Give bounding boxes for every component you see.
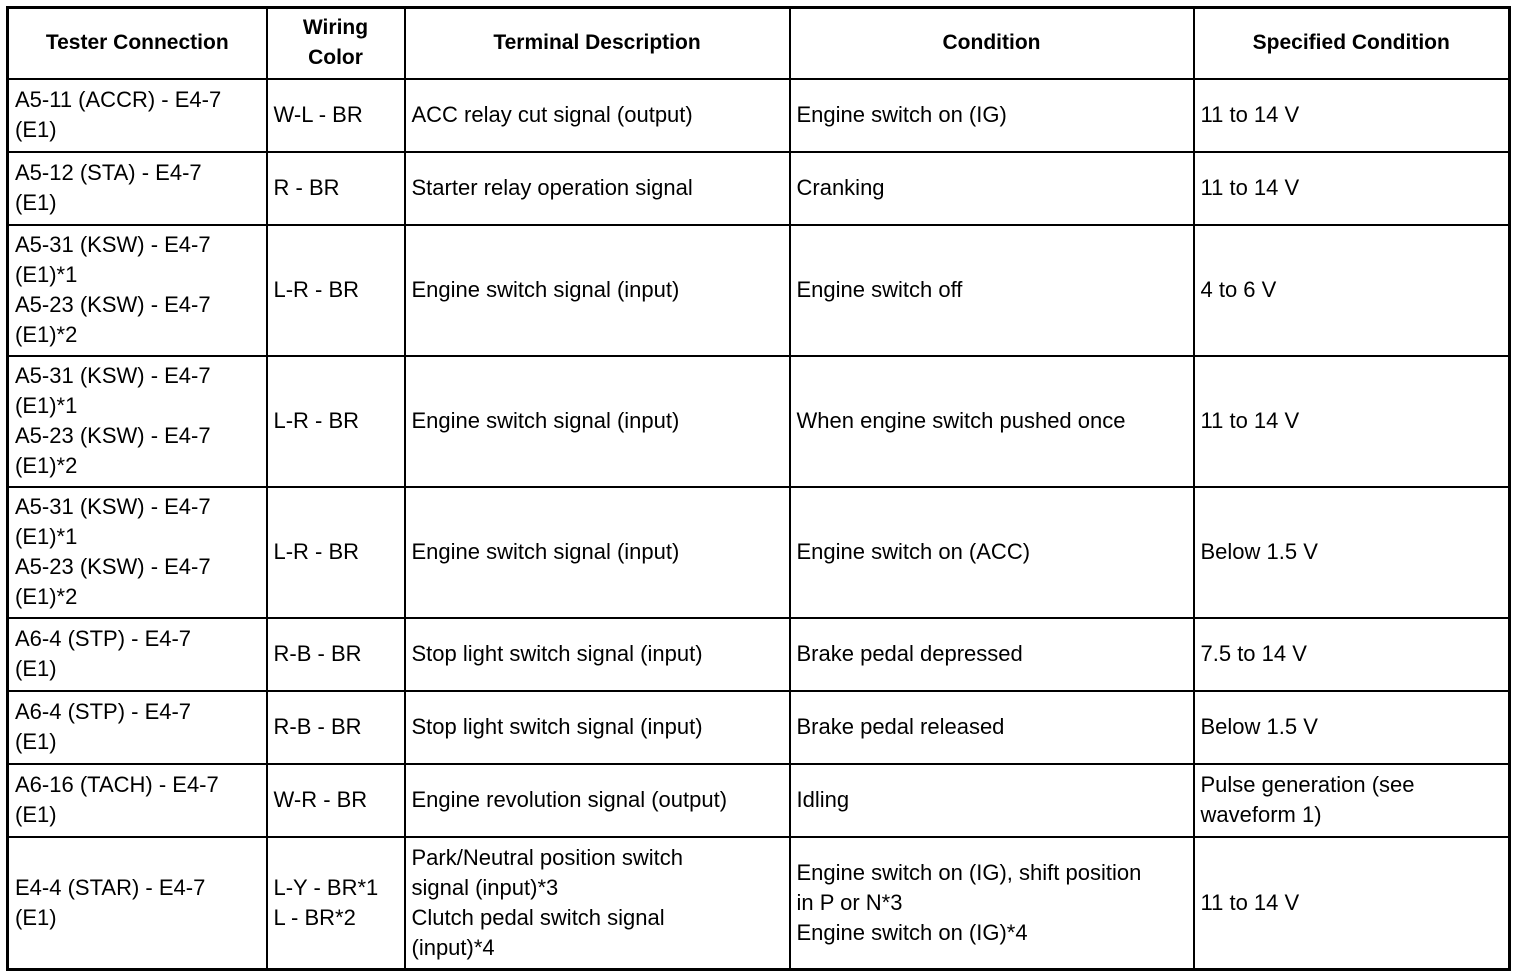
table-row [8,837,1510,970]
cell-condition: When engine switch pushed once [790,356,1194,487]
header-wiring-color: Wiring Color [267,8,405,79]
cell-specified-condition: 7.5 to 14 V [1194,618,1510,691]
cell-terminal-description: Engine revolution signal (output) [405,764,790,837]
table-row [8,356,1510,487]
terminal-spec-table [6,6,1511,971]
cell-wiring-color: R - BR [267,152,405,225]
cell-specified-condition: Below 1.5 V [1194,487,1510,618]
cell-wiring-color: L-R - BR [267,487,405,618]
cell-specified-condition: 11 to 14 V [1194,79,1510,152]
header-specified-condition: Specified Condition [1194,8,1510,79]
cell-tester-connection: A5-31 (KSW) - E4-7 (E1)*1 A5-23 (KSW) - E4-7 (E1)*2 [8,356,267,487]
table-row [8,225,1510,356]
table-row [8,764,1510,837]
cell-wiring-color: R-B - BR [267,691,405,764]
cell-condition: Engine switch on (ACC) [790,487,1194,618]
header-row [8,8,1510,79]
cell-condition: Brake pedal released [790,691,1194,764]
cell-condition: Engine switch off [790,225,1194,356]
cell-terminal-description: Stop light switch signal (input) [405,691,790,764]
header-terminal-description: Terminal Description [405,8,790,79]
cell-condition: Brake pedal depressed [790,618,1194,691]
cell-tester-connection: A5-31 (KSW) - E4-7 (E1)*1 A5-23 (KSW) - E4-7 (E1)*2 [8,225,267,356]
cell-wiring-color: R-B - BR [267,618,405,691]
cell-wiring-color: L-Y - BR*1 L - BR*2 [267,837,405,970]
cell-terminal-description: ACC relay cut signal (output) [405,79,790,152]
table-row [8,691,1510,764]
cell-terminal-description: Park/Neutral position switch signal (input)*3 Clutch pedal switch signal (input)*4 [405,837,790,970]
cell-wiring-color: W-R - BR [267,764,405,837]
cell-terminal-description: Starter relay operation signal [405,152,790,225]
cell-condition: Cranking [790,152,1194,225]
cell-condition: Engine switch on (IG) [790,79,1194,152]
cell-tester-connection: A5-12 (STA) - E4-7 (E1) [8,152,267,225]
table-row [8,487,1510,618]
cell-specified-condition: 11 to 14 V [1194,837,1510,970]
cell-specified-condition: Below 1.5 V [1194,691,1510,764]
cell-terminal-description: Stop light switch signal (input) [405,618,790,691]
cell-tester-connection: A6-16 (TACH) - E4-7 (E1) [8,764,267,837]
cell-wiring-color: W-L - BR [267,79,405,152]
cell-tester-connection: A6-4 (STP) - E4-7 (E1) [8,691,267,764]
header-tester-connection: Tester Connection [8,8,267,79]
table-row [8,79,1510,152]
cell-tester-connection: E4-4 (STAR) - E4-7 (E1) [8,837,267,970]
cell-wiring-color: L-R - BR [267,356,405,487]
header-condition: Condition [790,8,1194,79]
cell-tester-connection: A6-4 (STP) - E4-7 (E1) [8,618,267,691]
cell-specified-condition: 4 to 6 V [1194,225,1510,356]
table-row [8,618,1510,691]
cell-specified-condition: 11 to 14 V [1194,356,1510,487]
cell-terminal-description: Engine switch signal (input) [405,487,790,618]
cell-condition: Engine switch on (IG), shift position in P or N*3 Engine switch on (IG)*4 [790,837,1194,970]
cell-specified-condition: Pulse generation (see waveform 1) [1194,764,1510,837]
cell-terminal-description: Engine switch signal (input) [405,225,790,356]
cell-tester-connection: A5-11 (ACCR) - E4-7 (E1) [8,79,267,152]
cell-tester-connection: A5-31 (KSW) - E4-7 (E1)*1 A5-23 (KSW) - E4-7 (E1)*2 [8,487,267,618]
cell-wiring-color: L-R - BR [267,225,405,356]
cell-specified-condition: 11 to 14 V [1194,152,1510,225]
table-row [8,152,1510,225]
cell-terminal-description: Engine switch signal (input) [405,356,790,487]
cell-condition: Idling [790,764,1194,837]
